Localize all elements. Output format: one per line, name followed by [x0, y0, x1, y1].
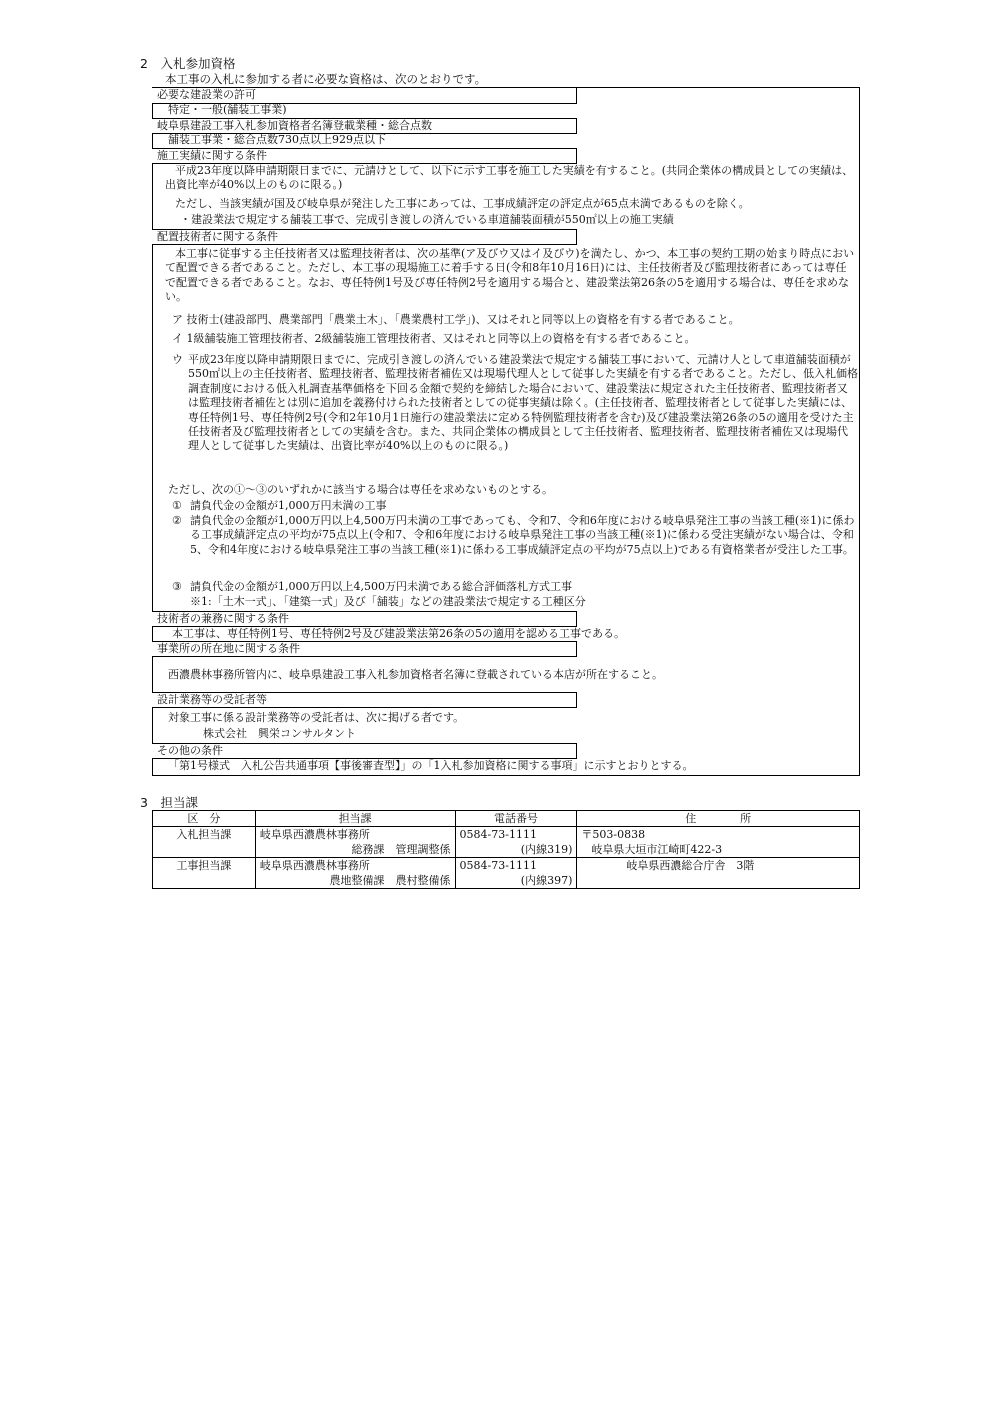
address-line1: 〒503-0838 — [581, 828, 646, 841]
office-body: 西濃農林事務所管内に、岐阜県建設工事入札参加資格者名簿に登載されている本店が所在すること。 — [168, 668, 663, 681]
row-kubun: 工事担当課 — [153, 858, 256, 889]
contact-header-row — [153, 811, 860, 827]
tel-ext: (内線397) — [520, 874, 573, 887]
engineer-item-i: イ 1級舗装施工管理技術者、2級舗装施工管理技術者、又はそれと同等以上の資格を有する者であること。 — [172, 332, 696, 345]
engineer-c1: 請負代金の金額が1,000万円未満の工事 — [190, 499, 387, 512]
engineer-header: 配置技術者に関する条件 — [152, 229, 577, 245]
section2-title: 2 入札参加資格 — [140, 56, 236, 71]
office-line2: 総務課 管理調整係 — [351, 843, 451, 856]
table-row — [153, 827, 860, 858]
record-header: 施工実績に関する条件 — [152, 148, 577, 164]
license-header: 必要な建設業の許可 — [152, 88, 577, 104]
row-address — [577, 858, 860, 889]
tel-number: 0584-73-1111 — [459, 859, 537, 872]
office-line1: 岐阜県西濃農林事務所 — [259, 859, 370, 872]
record-p1: 平成23年度以降申請期限日までに、元請けとして、以下に示す工事を施工した実績を有すること。(共同企業体の構成員としての実績は、出資比率が40%以上のものに限る。) — [165, 164, 854, 192]
engineer-c1-mark: ① — [172, 499, 182, 512]
section2-intro: 本工事の入札に参加する者に必要な資格は、次のとおりです。 — [165, 72, 487, 86]
engineer-item-u: 平成23年度以降申請期限日までに、完成引き渡しの済んでいる建設業法で規定する舗装工事において、元請け人として車道舗装面積が550㎡以上の主任技術者、監理技術者、監理技術者補佐又は現場代理人として従事した実績を有する者であること。ただし、低入札価格調査制度における低入札調査基準価格を下回る金額で契約を締結した場合において、建設業法に規定された主任技術者、監理技術者又は監理技術者補佐とは別に追加を義務付けられた技術者としての従事実績は除く。(主任技術者、監理技術者として従事した実績には、専任特例1号、専任特例2号(令和2年10月1日施行の建設業法に定める特例監理技術者を含む)及び建設業法第26条の5の適用を受けた主任技術者及び監理技術者としての実績を含む。また、共同企業体の構成員として主任技術者、監理技術者、監理技術者補佐又は現場代理人として従事した実績は、出資比率が40%以上のものに限る。) — [188, 353, 858, 453]
engineer-c3-mark: ③ — [172, 580, 182, 593]
office-line1: 岐阜県西濃農林事務所 — [259, 828, 370, 841]
contact-table — [152, 810, 860, 889]
tel-number: 0584-73-1111 — [459, 828, 537, 841]
engineer-p1: 本工事に従事する主任技術者又は監理技術者は、次の基準(ア及びウ又はイ及びウ)を満たし、かつ、本工事の契約工期の始まり時点において配置できる者であること。ただし、本工事の現場施工に着手する日(令和8年10月16日)には、主任技術者及び監理技術者にあっては専任で配置できる者であること。なお、専任特例1号及び専任特例2号を適用する場合と、建設業法第26条の5を適用する場合は、専任を求めない。 — [165, 247, 855, 304]
section3-title: 3 担当課 — [140, 795, 198, 810]
design-body: 対象工事に係る設計業務等の受託者は、次に掲げる者です。 — [168, 711, 465, 724]
engineer-item-u-mark: ウ — [172, 353, 183, 366]
office-line2: 農地整備課 農村整備係 — [329, 874, 451, 887]
address-line2: 岐阜県西濃総合庁舎 3階 — [626, 859, 755, 872]
engineer-c2-mark: ② — [172, 514, 182, 527]
registry-body: 舗装工事業・総合点数730点以上929点以下 — [168, 133, 386, 146]
other-body: 「第1号様式 入札公告共通事項【事後審査型】」の「1入札参加資格に関する事項」に示すとおりとする。 — [168, 759, 694, 772]
row-kubun: 入札担当課 — [153, 827, 256, 858]
engineer-note: ※1:「土木一式」、「建築一式」及び「舗装」などの建設業法で規定する工種区分 — [190, 595, 586, 608]
tel-ext: (内線319) — [520, 843, 573, 856]
engineer-item-a: ア 技術士(建設部門、農業部門「農業土木」、「農業農村工学」)、又はそれと同等以上の資格を有する者であること。 — [172, 313, 740, 326]
row-office — [255, 858, 455, 889]
registry-header: 岐阜県建設工事入札参加資格者名簿登載業種・総合点数 — [152, 118, 577, 134]
row-office — [255, 827, 455, 858]
concurrent-body: 本工事は、専任特例1号、専任特例2号及び建設業法第26条の5の適用を認める工事である。 — [172, 627, 625, 640]
header-address: 住 所 — [577, 811, 860, 827]
other-header: その他の条件 — [152, 743, 577, 759]
engineer-c2: 請負代金の金額が1,000万円以上4,500万円未満の工事であっても、令和7、令和6年度における岐阜県発注工事の当該工種(※1)に係わる工事成績評定点の平均が75点以上(令和7、令和6年度における岐阜県発注工事の当該工種(※1)に係わる受注実績がない場合は、令和5、令和4年度における岐阜県発注工事の当該工種(※1)に係わる工事成績評定点の平均が75点以上)である有資格業者が受注した工事。 — [190, 514, 855, 556]
row-tel — [455, 858, 577, 889]
table-row — [153, 858, 860, 889]
record-p2: ただし、当該実績が国及び岐阜県が発注した工事にあっては、工事成績評定の評定点が65点未満であるものを除く。 — [175, 197, 750, 210]
concurrent-header: 技術者の兼務に関する条件 — [152, 611, 577, 627]
address-line2: 岐阜県大垣市江崎町422-3 — [591, 843, 723, 856]
header-kubun: 区 分 — [153, 811, 256, 827]
office-header: 事業所の所在地に関する条件 — [152, 641, 577, 657]
engineer-c3: 請負代金の金額が1,000万円以上4,500万円未満である総合評価落札方式工事 — [190, 580, 572, 593]
header-office: 担当課 — [255, 811, 455, 827]
header-tel: 電話番号 — [455, 811, 577, 827]
engineer-exception: ただし、次の①～③のいずれかに該当する場合は専任を求めないものとする。 — [168, 483, 553, 496]
design-header: 設計業務等の受託者等 — [152, 692, 577, 708]
design-company: 株式会社 興栄コンサルタント — [203, 727, 357, 740]
row-address — [577, 827, 860, 858]
row-tel — [455, 827, 577, 858]
record-p3: ・建設業法で規定する舗装工事で、完成引き渡しの済んでいる車道舗装面積が550㎡以上の施工実績 — [180, 213, 674, 226]
license-body: 特定・一般(舗装工事業) — [168, 103, 287, 116]
